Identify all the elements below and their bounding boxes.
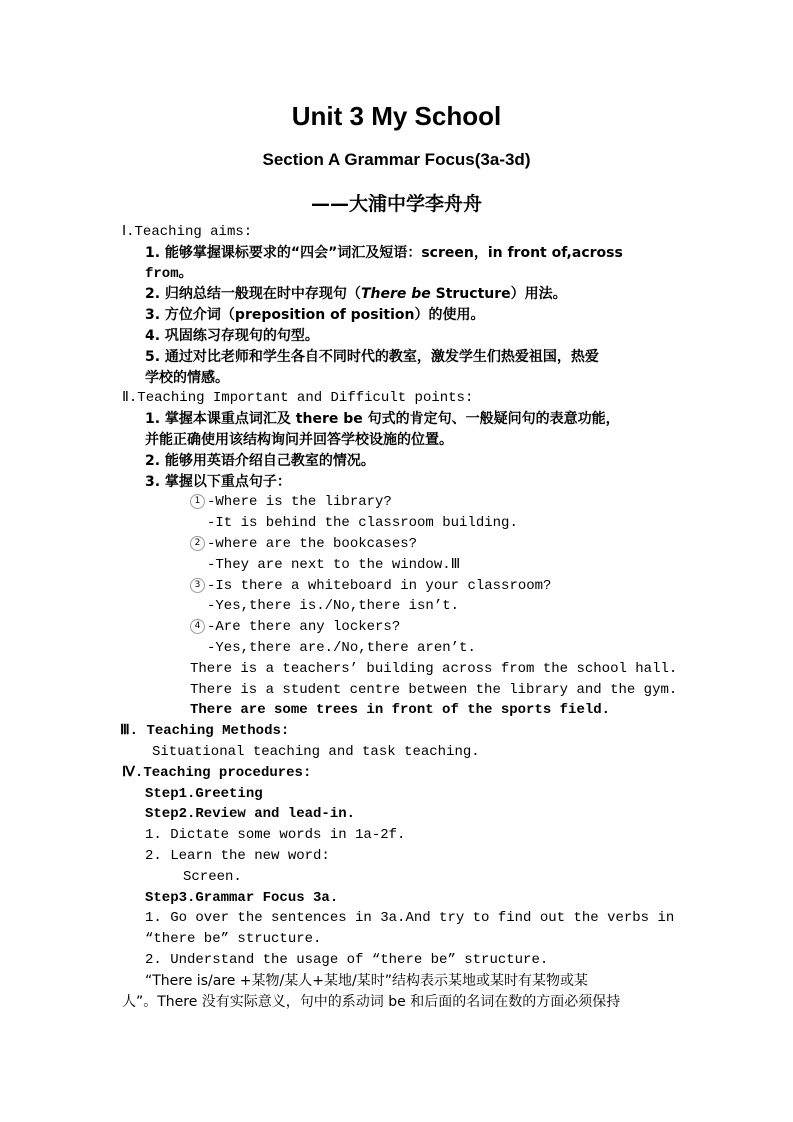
there-be-emphasis: There be [360, 286, 431, 302]
aims-item-4: 4. 巩固练习存现句的句型。 [145, 328, 319, 344]
sentence-a4: -Yes,there are./No,there aren’t. [207, 640, 476, 656]
usage-paragraph-line-1: “There is/are +某物/某人+某地/某时”结构表示某地或某时有某物或某 [145, 973, 588, 989]
step2-item-2: 2. Learn the new word: [145, 848, 330, 864]
circled-number: 1 [190, 494, 205, 509]
circled-number: 3 [190, 578, 205, 593]
step2-item-1: 1. Dictate some words in 1a-2f. [145, 827, 406, 843]
step1: Step1.Greeting [145, 786, 263, 802]
circled-number: 2 [190, 536, 205, 551]
sentence-q1: 1 -Where is the library? [190, 492, 392, 512]
aims-item-3: 3. 方位介词（preposition of position）的使用。 [145, 307, 485, 323]
aims-item-5: 5. 通过对比老师和学生各自不同时代的教室，激发学生们热爱祖国，热爱 [145, 349, 599, 365]
procedures-heading: Ⅳ.Teaching procedures: [122, 765, 312, 781]
step2: Step2.Review and lead-in. [145, 806, 356, 822]
aims-heading: Ⅰ.Teaching aims: [122, 224, 253, 240]
sentence-a2: -They are next to the window.Ⅲ [207, 557, 461, 573]
step3-item-1-cont: “there be” structure. [145, 931, 322, 947]
step3: Step3.Grammar Focus 3a. [145, 890, 339, 906]
step2-item-2-cont: Screen. [183, 869, 242, 885]
points-item-1: 1. 掌握本课重点词汇及 there be 句式的肯定句、一般疑问句的表意功能， [145, 411, 620, 427]
sentence-s3: There are some trees in front of the sports field. [190, 702, 611, 718]
aims-item-2: 2. 归纳总结一般现在时中存现句（There be Structure）用法。 [145, 286, 567, 302]
document-subtitle: Section A Grammar Focus(3a-3d) [262, 150, 531, 169]
sentence-a3: -Yes,there is./No,there isn’t. [207, 598, 460, 614]
document-title: Unit 3 My School [291, 101, 502, 131]
step3-item-2: 2. Understand the usage of “there be” structure. [145, 952, 549, 968]
aims-item-1: 1. 能够掌握课标要求的“四会”词汇及短语：screen，in front of,across [145, 245, 623, 261]
circled-number: 4 [190, 619, 205, 634]
points-item-1-cont: 并能正确使用该结构询问并回答学校设施的位置。 [145, 432, 453, 448]
methods-heading: Ⅲ. Teaching Methods: [120, 723, 290, 739]
points-item-3: 3. 掌握以下重点句子： [145, 474, 291, 490]
aims-item-1-cont: from。 [145, 266, 193, 282]
step3-item-1: 1. Go over the sentences in 3a.And try to find out the verbs in [145, 910, 675, 926]
sentence-s1: There is a teachers’ building across from the school hall. [190, 661, 678, 677]
sentence-q2: 2 -where are the bookcases? [190, 534, 417, 554]
points-heading: Ⅱ.Teaching Important and Difficult points: [122, 390, 474, 406]
sentence-q4: 4 -Are there any lockers? [190, 617, 400, 637]
aims-item-5-cont: 学校的情感。 [145, 370, 229, 386]
sentence-a1: -It is behind the classroom building. [207, 515, 518, 531]
points-item-2: 2. 能够用英语介绍自己教室的情况。 [145, 453, 375, 469]
author-line: ——大浦中学李舟舟 [310, 193, 482, 215]
sentence-s2: There is a student centre between the library and the gym. [190, 682, 678, 698]
methods-text: Situational teaching and task teaching. [152, 744, 480, 760]
sentence-q3: 3 -Is there a whiteboard in your classroom? [190, 576, 551, 596]
usage-paragraph-line-2: 人”。There 没有实际意义，句中的系动词 be 和后面的名词在数的方面必须保持 [122, 994, 621, 1010]
